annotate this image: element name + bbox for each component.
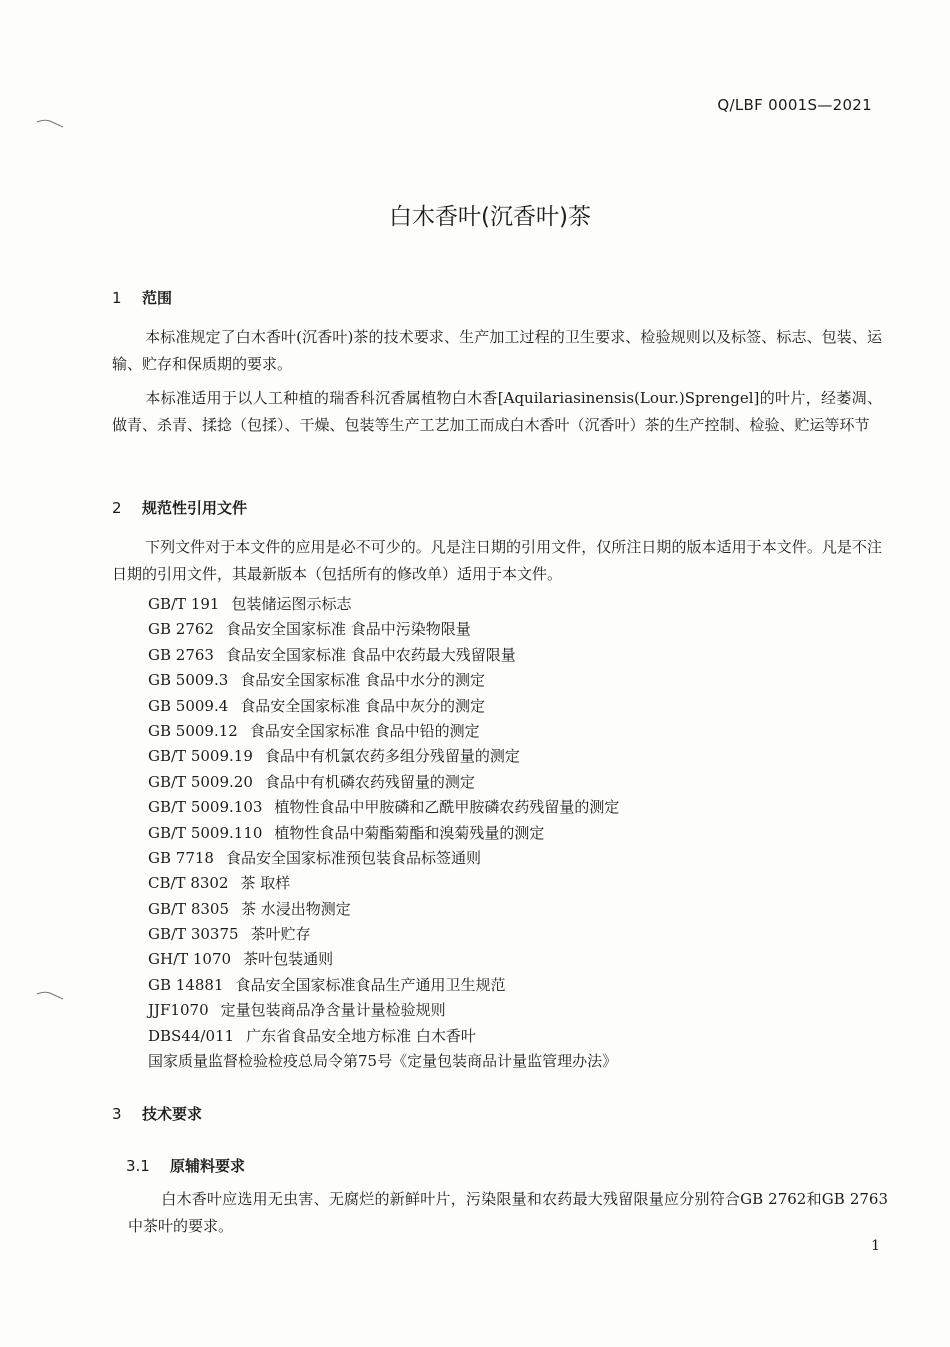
scan-mark-icon	[36, 118, 64, 128]
scope-paragraph-1: 本标准规定了白木香叶(沉香叶)茶的技术要求、生产加工过程的卫生要求、检验规则以及标签、标志、包装、运输、贮存和保质期的要求。	[112, 328, 882, 373]
reference-item: CB/T 8302 茶 取样	[148, 874, 291, 893]
standard-code: Q/LBF 0001S—2021	[717, 96, 872, 114]
reference-item: GB/T 30375 茶叶贮存	[148, 925, 311, 944]
reference-item: GB/T 191 包装储运图示标志	[148, 595, 352, 613]
reference-item: GH/T 1070 茶叶包装通则	[148, 950, 334, 969]
reference-item: JJF1070 定量包装商品净含量计量检验规则	[148, 1001, 446, 1020]
section-number: 3	[112, 1105, 122, 1123]
normative-intro: 下列文件对于本文件的应用是必不可少的。凡是注日期的引用文件，仅所注日期的版本适用于本文件。凡是不注日期的引用文件，其最新版本（包括所有的修改单）适用于本文件。	[112, 538, 882, 583]
document-title: 白木香叶(沉香叶)茶	[389, 204, 591, 230]
reference-item: DBS44/011 广东省食品安全地方标准 白木香叶	[148, 1026, 476, 1045]
section-number: 1	[112, 289, 122, 307]
page-number: 1	[871, 1238, 880, 1254]
section-title: 规范性引用文件	[142, 499, 248, 517]
section-normative-heading	[112, 497, 247, 518]
section-title: 范围	[142, 289, 173, 307]
reference-item: GB/T 5009.110 植物性食品中菊酯菊酯和溴菊残量的测定	[148, 823, 545, 842]
reference-item: GB/T 5009.103 植物性食品中甲胺磷和乙酰甲胺磷农药残留量的测定	[148, 798, 620, 817]
reference-item: GB 5009.12 食品安全国家标准 食品中铅的测定	[148, 721, 480, 740]
reference-item: 国家质量监督检验检疫总局令第75号《定量包装商品计量监管理办法》	[148, 1052, 618, 1071]
reference-item: GB/T 8305 茶 水浸出物测定	[148, 899, 351, 918]
raw-materials-paragraph: 白木香叶应选用无虫害、无腐烂的新鲜叶片，污染限量和农药最大残留限量应分别符合GB 2762和GB 2763中茶叶的要求。	[128, 1190, 888, 1235]
reference-item: GB 5009.3 食品安全国家标准 食品中水分的测定	[148, 671, 486, 690]
subsection-number: 3.1	[126, 1157, 150, 1175]
reference-item: GB 14881 食品安全国家标准食品生产通用卫生规范	[148, 975, 506, 994]
reference-list	[148, 592, 848, 1074]
subsection-title: 原辅料要求	[170, 1157, 246, 1175]
section-scope-heading	[112, 287, 172, 308]
reference-item: GB 5009.4 食品安全国家标准 食品中灰分的测定	[148, 696, 486, 715]
reference-item: GB 2763 食品安全国家标准 食品中农药最大残留限量	[148, 645, 516, 664]
subsection-raw-materials-heading	[126, 1155, 245, 1176]
reference-item: GB/T 5009.20 食品中有机磷农药残留量的测定	[148, 772, 475, 791]
reference-item: GB/T 5009.19 食品中有机氯农药多组分残留量的测定	[148, 747, 520, 766]
section-technical-heading	[112, 1103, 202, 1124]
scope-paragraph-2: 本标准适用于以人工种植的瑞香科沉香属植物白木香[Aquilariasinensis(Lour.)Sprengel]的叶片，经萎凋、做青、杀青、揉捻（包揉）、干燥、包装等生产工艺加工而成白木香叶（沉香叶）茶的生产控制、检验、贮运等环节	[112, 389, 882, 434]
section-title: 技术要求	[142, 1105, 203, 1123]
section-number: 2	[112, 499, 122, 517]
scan-mark-icon	[36, 990, 64, 1000]
reference-item: GB 7718 食品安全国家标准预包装食品标签通则	[148, 848, 481, 867]
reference-item: GB 2762 食品安全国家标准 食品中污染物限量	[148, 620, 471, 639]
